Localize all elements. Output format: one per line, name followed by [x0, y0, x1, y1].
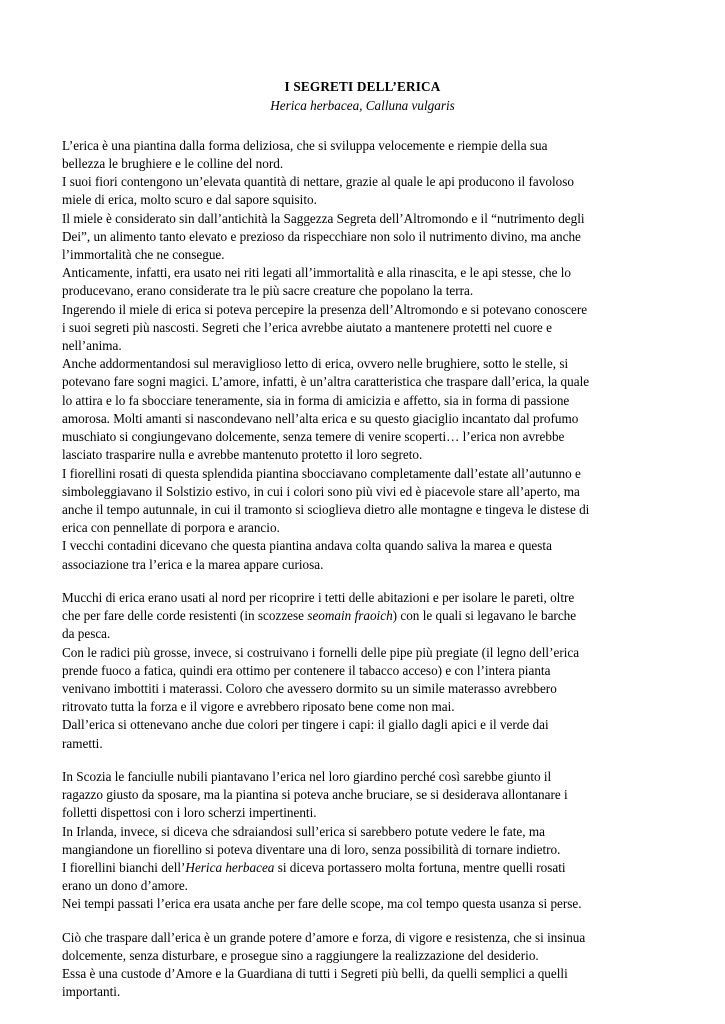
document-line: In Scozia le fanciulle nubili piantavano l’erica nel loro giardino perché così sarebbe giunto il	[62, 768, 552, 784]
document-line: mangiandone un fiorellino si poteva diventare una di loro, senza possibilità di tornare indietro.	[62, 841, 561, 857]
document-line: anche il tempo autunnale, in cui il tramonto si scioglieva dietro alle montagne e tingeva le distese di	[62, 502, 590, 517]
document-line: muschiato si congiungevano dolcemente, senza temere di venire scoperti… l’erica non avrebbe	[62, 429, 565, 445]
document-line: lo attira e lo fa sbocciare teneramente, sia in forma di amicizia e affetto, sia in forma di passione	[62, 392, 570, 408]
document-line: I vecchi contadini dicevano che questa piantina andava colta quando saliva la marea e questa	[62, 538, 552, 554]
document-line: producevano, erano considerate tra le più sacre creature che popolano la terra.	[62, 283, 474, 299]
document-line: che per fare delle corde resistenti (in scozzese seomain fraoich) con le quali si legavano le barche	[62, 608, 577, 624]
document-line: bellezza le brughiere e le colline del nord.	[62, 155, 284, 171]
document-line: lasciato trasparire nulla e avrebbe mantenuto protetto il loro segreto.	[62, 447, 423, 463]
paragraph-block-4	[62, 929, 663, 1002]
document-line: rametti.	[62, 735, 103, 751]
paragraph-spacer	[62, 753, 663, 768]
paragraph-block-1	[62, 137, 663, 574]
document-body	[62, 137, 663, 1002]
paragraph-block-3	[62, 768, 663, 914]
document-line: Nei tempi passati l’erica era usata anche per fare delle scope, ma col tempo questa usanza si perse.	[62, 896, 582, 912]
document-line: Il miele è considerato sin dall’antichità la Saggezza Segreta dell’Altromondo e il “nutrimento degli	[62, 210, 585, 226]
document-line: nell’anima.	[62, 338, 122, 354]
document-line: Dei”, un alimento tanto elevato e prezioso da rispecchiare non solo il nutrimento divino, ma anche	[62, 228, 581, 244]
document-line: Con le radici più grosse, invece, si costruivano i fornelli delle pipe più pregiate (il legno dell’erica	[62, 644, 580, 660]
document-line: I fiorellini rosati di questa splendida piantina sbocciavano completamente dall’estate all’autunno e	[62, 465, 581, 481]
document-line: Dall’erica si ottenevano anche due colori per tingere i capi: il giallo dagli apici e il verde dai	[62, 717, 549, 733]
document-line: I suoi fiori contengono un’elevata quantità di nettare, grazie al quale le api producono il favoloso	[62, 174, 574, 190]
page-title: I SEGRETI DELL’ERICA	[284, 79, 441, 94]
paragraph-block-2	[62, 589, 663, 753]
document-line: Essa è una custode d’Amore e la Guardiana di tutti i Segreti più belli, da quelli semplici a quelli	[62, 966, 568, 982]
document-line: Anticamente, infatti, era usato nei riti legati all’immortalità e alla rinascita, e le api stesse, che lo	[62, 265, 571, 281]
document-line: prende fuoco a fatica, quindi era ottimo per contenere il tabacco acceso) e con l’intera pianta	[62, 662, 551, 678]
document-line: associazione tra l’erica e la marea appare curiosa.	[62, 556, 324, 572]
document-line: erano un dono d’amore.	[62, 878, 188, 894]
document-line: potevano fare sogni magici. L’amore, infatti, è un’altra caratteristica che traspare dall’erica, la quale	[62, 374, 590, 390]
document-line: erica con pennellate di porpora e arancio.	[62, 520, 280, 536]
document-line: amorosa. Molti amanti si nascondevano nell’alta erica e su questo giaciglio incantato dal profumo	[62, 410, 579, 426]
document-line: Ciò che traspare dall’erica è un grande potere d’amore e forza, di vigore e resistenza, che si insinua	[62, 929, 586, 945]
page-subtitle: Herica herbacea, Calluna vulgaris	[270, 97, 455, 113]
document-line: In Irlanda, invece, si diceva che sdraiandosi sull’erica si sarebbero potute vedere le fate, ma	[62, 823, 545, 839]
document-line: Anche addormentandosi sul meraviglioso letto di erica, ovvero nelle brughiere, sotto le stelle, si	[62, 356, 569, 372]
document-line: importanti.	[62, 984, 121, 1000]
document-line: L’erica è una piantina dalla forma deliziosa, che si sviluppa velocemente e riempie della sua	[62, 137, 548, 153]
document-line: simboleggiavano il Solstizio estivo, in cui i colori sono più vivi ed è piacevole stare all’aperto, ma	[62, 483, 580, 499]
document-line: venivano imbottiti i materassi. Coloro che avessero dormito su un simile materasso avrebbero	[62, 680, 557, 696]
document-line: I fiorellini bianchi dell’Herica herbacea si diceva portassero molta fortuna, mentre quelli rosati	[62, 859, 566, 875]
document-line: ritrovato tutta la forza e il vigore e avrebbero riposato bene come non mai.	[62, 699, 455, 715]
document-line: Mucchi di erica erano usati al nord per ricoprire i tetti delle abitazioni e per isolare le pareti, oltre	[62, 589, 575, 605]
document-line: i suoi segreti più nascosti. Segreti che l’erica avrebbe aiutato a mantenere protetti nel cuore e	[62, 319, 552, 335]
paragraph-spacer	[62, 914, 663, 929]
document-line: dolcemente, senza disturbare, e prosegue sino a raggiungere la realizzazione del desiderio.	[62, 947, 539, 963]
document-line: Ingerendo il miele di erica si poteva percepire la presenza dell’Altromondo e si potevano conoscere	[62, 301, 588, 317]
paragraph-spacer	[62, 574, 663, 589]
document-line: folletti dispettosi con i loro scherzi impertinenti.	[62, 805, 317, 821]
document-line: miele di erica, molto scuro e dal sapore squisito.	[62, 192, 317, 208]
document-line: da pesca.	[62, 626, 111, 642]
document-line: ragazzo giusto da sposare, ma la piantina si poteva anche bruciare, se si desiderava allontanare i	[62, 787, 568, 803]
document-line: l’immortalità che ne consegue.	[62, 246, 225, 262]
